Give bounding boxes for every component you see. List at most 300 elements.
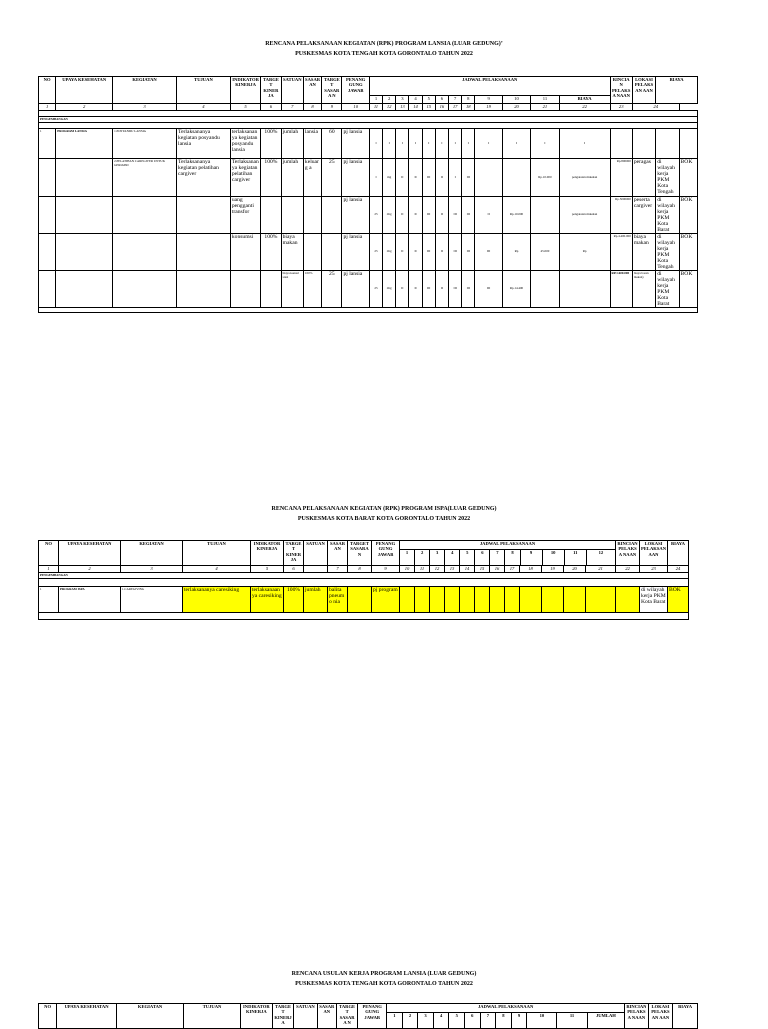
row-lokasi: di wilayah kerja PKM Kota Barat [640, 587, 668, 613]
index-cell: 11 [415, 566, 430, 573]
row-pj: pj lansia [342, 197, 369, 234]
header-no: NO [39, 77, 56, 104]
month-7: 7 [449, 96, 462, 104]
index-cell: 11 [369, 104, 382, 111]
sched-cell: I [462, 129, 475, 159]
row-upaya: PROGRAM LANSIA [56, 129, 113, 159]
row-rincian [616, 587, 640, 613]
index-cell: 8 [303, 104, 321, 111]
month-2: 2 [415, 550, 430, 565]
header-penanggung: PENANG GUNG JAWAB [372, 541, 400, 566]
sched-cell [430, 587, 445, 613]
sched-cell: I [369, 129, 382, 159]
sched-cell: I [475, 129, 502, 159]
sched-cell: III [475, 234, 502, 271]
sched-cell: I [409, 129, 422, 159]
header-penanggung: PENANG GUNG JAWAB [358, 1004, 387, 1029]
month-10: 10 [502, 96, 530, 104]
index-cell: 1 [39, 566, 59, 573]
row-target-sasaran: 60 [322, 129, 342, 159]
index-cell: 20 [502, 104, 530, 111]
index-cell: 8 [348, 566, 372, 573]
sched-cell: II [396, 159, 409, 197]
index-cell: 10 [400, 566, 415, 573]
row-sumber: BOK [679, 234, 697, 271]
sched-cell: III [422, 197, 435, 234]
row-lokasi-2: di wilayah kerja PKM Kota Tengah [656, 234, 679, 271]
row-sasaran: balita pneumo nia [328, 587, 348, 613]
rpk-table-lansia [38, 76, 698, 313]
rpk-table-usulan [38, 1003, 698, 1029]
row-rincian [610, 129, 632, 159]
index-cell: 4 [183, 566, 251, 573]
sched-cell: III [449, 271, 462, 308]
row-pj: pj lansia [342, 129, 369, 159]
sched-cell [531, 271, 559, 308]
header-indikator: INDIKATOR KINERJA [251, 541, 284, 566]
index-cell: 3 [121, 566, 183, 573]
sched-cell [460, 587, 475, 613]
row-note: biaya konsul stasi [281, 271, 303, 308]
row-indikator [230, 271, 260, 308]
row-tujuan: terlaksananya caresiking [183, 587, 251, 613]
month-8: 8 [496, 1013, 512, 1028]
header-no: NO [39, 1004, 57, 1029]
sched-cell: I [449, 129, 462, 159]
row-satuan [281, 197, 303, 234]
header-penanggung: PENANG GUNG JAWAB [342, 77, 369, 104]
month-1: 1 [369, 96, 382, 104]
section3-title: RENCANA USULAN KERJA PROGRAM LANSIA (LUAR GEDUNG) [291, 971, 477, 977]
header-indikator: INDIKATOR KINERJA [230, 77, 260, 104]
row-target-sasaran [322, 197, 342, 234]
sched-cell [564, 587, 586, 613]
sched-cell: Org [383, 197, 396, 234]
header-satuan: SATUAN [304, 541, 328, 566]
index-cell: 9 [322, 104, 342, 111]
sched-cell: II [409, 234, 422, 271]
header-target-sasaran: TARGET SASARA N [336, 1004, 357, 1029]
row-target-sasaran [322, 234, 342, 271]
month-10: 10 [543, 550, 565, 565]
sched-cell: II [409, 197, 422, 234]
sched-cell [586, 587, 616, 613]
table-row [39, 587, 689, 613]
index-cell: 19 [542, 566, 564, 573]
header-kegiatan: KEGIATAN [121, 541, 183, 566]
sched-cell: Rp [502, 234, 530, 271]
row-tujuan: Terlaksananya kegiatan posyandu lansia [177, 129, 231, 159]
sched-cell: Rp.10.000 [531, 159, 559, 197]
row-satuan: biaya makan [281, 234, 303, 271]
month-6: 6 [435, 96, 448, 104]
row-sasaran: keluarg a [303, 159, 321, 197]
sched-cell: I [435, 129, 448, 159]
index-cell: 2 [56, 104, 113, 111]
sched-cell [531, 197, 559, 234]
row-rincian: Rp.5000000 [610, 197, 632, 234]
sched-cell: III [462, 271, 475, 308]
sched-cell: 25 [369, 234, 382, 271]
row-target [261, 197, 281, 234]
table-row [39, 234, 698, 271]
index-cell: 4 [177, 104, 231, 111]
row-indikator: Terlaksanan ya kegiatan pelatihan cargiver [230, 159, 260, 197]
jadwal-label: JADWAL PELAKSANAAN [400, 541, 615, 550]
header-target: TARGET KINERJA [284, 541, 304, 566]
jumlah-label: JUMLAH [595, 1013, 616, 1018]
header-kegiatan: KEGIATAN [113, 77, 177, 104]
sched-cell [445, 587, 460, 613]
header-no: NO [39, 541, 59, 566]
row-indikator: uang pengganti transfor [230, 197, 260, 234]
row-upaya: PROGRAM ISPA [59, 587, 121, 613]
sched-cell: III [422, 159, 435, 197]
month-4: 4 [434, 1013, 450, 1028]
sched-cell: Rp.14.400 [502, 271, 530, 308]
sched-cell: II [396, 234, 409, 271]
row-lokasi-2: di wilayah kerja PKM Kota Tengah [656, 159, 679, 197]
index-cell: 15 [475, 566, 490, 573]
row-rincian: Rp.800000 [610, 159, 632, 197]
index-cell: 18 [520, 566, 542, 573]
sched-cell: I [422, 129, 435, 159]
table-row [39, 159, 698, 197]
row-rincian: RP.1.600.000 [610, 271, 632, 308]
row-no [39, 197, 56, 234]
month-1: 1 [387, 1013, 403, 1028]
row-satuan: jumlah [304, 587, 328, 613]
row-target: 100% [261, 234, 281, 271]
header-jadwal [387, 1004, 625, 1029]
index-cell: 22 [616, 566, 640, 573]
month-12: 12 [598, 550, 604, 555]
index-cell: 1 [39, 104, 56, 111]
month-11: 11 [557, 1013, 587, 1028]
row-pj: pj program [372, 587, 400, 613]
row-pj: pj lansia [342, 234, 369, 271]
row-lokasi-2 [656, 129, 679, 159]
sched-cell: I [369, 159, 382, 197]
sched-cell: I [531, 129, 559, 159]
pengembangan-label: PENGEMBANGAN [39, 573, 689, 579]
row-satuan: jumlah [281, 159, 303, 197]
row-sumber: BOK [679, 197, 697, 234]
row-kegiatan: 2.PELATIHAN CAREGIVER UNTUK GERIATRI [113, 159, 177, 197]
month-3: 3 [396, 96, 409, 104]
sched-cell: I [559, 129, 610, 159]
row-sumber: BOK [668, 587, 689, 613]
row-indikator: konsumsi [230, 234, 260, 271]
sched-cell: III [449, 234, 462, 271]
table-row [39, 197, 698, 234]
header-rincian: RINCIAN PELAKSA NAAN [610, 77, 632, 104]
month-8: 8 [505, 550, 520, 565]
month-3: 3 [418, 1013, 434, 1028]
row-lokasi: biaya makan [632, 234, 655, 271]
month-3: 3 [430, 550, 445, 565]
month-6: 6 [475, 550, 490, 565]
sched-cell [502, 159, 530, 197]
index-cell: 10 [342, 104, 369, 111]
index-cell: 7 [328, 566, 348, 573]
month-7: 7 [490, 550, 505, 565]
row-tujuan [177, 234, 231, 271]
jadwal-months [400, 550, 615, 565]
month-5: 5 [422, 96, 435, 104]
section2-title: RENCANA PELAKSANAAN KEGIATAN (RPK) PROGRAM ISPA(LUAR GEDUNG) [271, 506, 497, 512]
sched-cell [400, 587, 415, 613]
row-tujuan: Terlaksananya kegiatan pelatihan cargiver [177, 159, 231, 197]
sched-cell: III [422, 271, 435, 308]
index-cell: 12 [430, 566, 445, 573]
section2-subtitle: PUSKESMAS KOTA BARAT KOTA GORONTALO TAHUN 2022 [297, 516, 471, 522]
row-kegiatan: 1.POSYANDU LANSIA [113, 129, 177, 159]
sched-cell: pengatatan makalan [559, 159, 610, 197]
header-biaya: BIAYA [673, 1004, 698, 1029]
index-cell: 18 [462, 104, 475, 111]
index-cell: 14 [460, 566, 475, 573]
month-7: 7 [481, 1013, 497, 1028]
sched-cell: I [383, 129, 396, 159]
row-kegiatan [113, 197, 177, 234]
sched-cell: II [435, 271, 448, 308]
month-9: 9 [521, 550, 543, 565]
spacer-row [39, 308, 698, 313]
month-11: 11 [565, 550, 587, 565]
row-lokasi-2: di wilayah kerja PKM Kota Barat [656, 197, 679, 234]
month-9: 9 [475, 96, 502, 104]
row-target: 100% [261, 129, 281, 159]
sched-cell: II [396, 197, 409, 234]
sched-cell: II [396, 271, 409, 308]
row-upaya [56, 159, 113, 197]
header-tujuan: TUJUAN [177, 77, 231, 104]
index-cell: 16 [490, 566, 505, 573]
header-target: TARGET KINERJA [272, 1004, 293, 1029]
row-kegiatan [113, 234, 177, 271]
sched-cell: III [462, 197, 475, 234]
table-row [39, 129, 698, 159]
sched-cell [490, 587, 505, 613]
row-target: 100% [284, 587, 304, 613]
header-rincian: RINCIAN PELAKSA NAAN [616, 541, 640, 566]
sched-cell: III [462, 234, 475, 271]
index-cell: 5 [251, 566, 284, 573]
spacer-row [39, 613, 689, 620]
index-cell: 14 [409, 104, 422, 111]
sched-cell: Rp.10.000 [502, 197, 530, 234]
row-pj: pj lansia [342, 159, 369, 197]
sched-cell: II [475, 197, 502, 234]
sched-cell [559, 271, 610, 308]
month-5: 5 [449, 1013, 465, 1028]
header-kegiatan: KEGIATAN [116, 1004, 183, 1029]
row-target-sasaran [348, 587, 372, 613]
row-target-sasaran: 25 [322, 271, 342, 308]
row-no: 1 [39, 587, 59, 613]
row-lokasi: peragas [632, 159, 655, 197]
rpk-table-ispa [38, 540, 689, 620]
row-tujuan [177, 197, 231, 234]
index-cell: 5 [230, 104, 260, 111]
index-cell: 24 [668, 566, 689, 573]
row-indikator: terlaksanaan ya caresiking [251, 587, 284, 613]
header-sasaran: SASAR AN [303, 77, 321, 104]
sched-cell [475, 159, 502, 197]
row-satuan: jumlah [281, 129, 303, 159]
header-target: TARGET KINERJA [261, 77, 281, 104]
index-cell: 3 [113, 104, 177, 111]
index-cell: 13 [396, 104, 409, 111]
index-cell: 22 [559, 104, 610, 111]
header-tujuan: TUJUAN [183, 541, 251, 566]
month-6: 6 [465, 1013, 481, 1028]
month-8: 8 [462, 96, 475, 104]
month-2: 2 [383, 96, 396, 104]
sched-cell [520, 587, 542, 613]
index-cell: 17 [449, 104, 462, 111]
section3-subtitle: PUSKESMAS KOTA TENGAH KOTA GORONTALO TAHUN 2022 [295, 981, 473, 987]
sched-cell: III [422, 234, 435, 271]
index-cell: 24 [632, 104, 679, 111]
month-9: 9 [512, 1013, 528, 1028]
pengembangan-label: PENGEMBANGAN [39, 117, 698, 123]
row-target [261, 271, 281, 308]
sched-cell: Org [383, 234, 396, 271]
header-biaya: BIAYA [656, 77, 698, 104]
table-row [39, 271, 698, 308]
header-satuan: SATUAN [281, 77, 303, 104]
index-cell: 13 [445, 566, 460, 573]
header-target-sasaran: TARGET SASARA N [322, 77, 342, 104]
sched-cell: 25 [369, 197, 382, 234]
row-lokasi: peserta cargiver [632, 197, 655, 234]
row-no [39, 271, 56, 308]
row-upaya [56, 234, 113, 271]
header-jadwal [400, 541, 616, 566]
row-upaya [56, 271, 113, 308]
header-biaya: BIAYA [668, 541, 689, 566]
header-lokasi: LOKASI PELAKSAN AAN [648, 1004, 673, 1029]
row-kegiatan: 1.CAREGIVING [121, 587, 183, 613]
header-upaya: UPAYA KESEHATAN [59, 541, 121, 566]
index-cell: 16 [435, 104, 448, 111]
header-upaya: UPAYA KESEHATAN [57, 1004, 117, 1029]
sched-cell: II [435, 234, 448, 271]
section1-title: RENCANA PELAKSANAAN KEGIATAN (RPK) PROGRAM LANSIA (LUAR GEDUNG)’ [265, 41, 503, 47]
index-cell: 21 [531, 104, 559, 111]
jadwal-label: JADWAL PELAKSANAAN [387, 1004, 624, 1013]
month-4: 4 [409, 96, 422, 104]
sched-cell: I [502, 129, 530, 159]
header-rincian: RINCIAN PELAKSA NAAN [625, 1004, 648, 1029]
month-10: 10 [527, 1013, 557, 1028]
row-tujuan [177, 271, 231, 308]
row-indikator: terlaksanan ya kegiatan posyandu lansia [230, 129, 260, 159]
index-cell: 19 [475, 104, 502, 111]
row-no [39, 234, 56, 271]
header-satuan: SATUAN [294, 1004, 317, 1029]
index-cell: 9 [372, 566, 400, 573]
spacer-row [39, 579, 689, 587]
index-cell: 6 [284, 566, 304, 573]
row-target: 100% [261, 159, 281, 197]
row-sasaran: lansia [303, 129, 321, 159]
sched-cell: Org [383, 271, 396, 308]
sched-cell [505, 587, 520, 613]
row-sasaran [303, 197, 321, 234]
row-sasaran: 100% [303, 271, 321, 308]
index-cell: 15 [422, 104, 435, 111]
header-tujuan: TUJUAN [184, 1004, 241, 1029]
row-lokasi-2: di wilayah kerja PKM Kota Barat [656, 271, 679, 308]
month-1: 1 [400, 550, 415, 565]
header-upaya: UPAYA KESEHATAN [56, 77, 113, 104]
row-rincian: Rp.4.400.000 [610, 234, 632, 271]
sched-cell: mg [383, 159, 396, 197]
index-cell: 2 [59, 566, 121, 573]
sched-cell [475, 587, 490, 613]
header-jadwal: JADWAL PELAKSANAAN [369, 77, 610, 96]
header-indikator: INDIKATOR KINERJA [240, 1004, 272, 1029]
section1-subtitle: PUSKESMAS KOTA TENGAH KOTA GORONTALO TAHUN 2022 [295, 51, 473, 57]
row-lokasi [632, 129, 655, 159]
month-5: 5 [460, 550, 475, 565]
row-no [39, 159, 56, 197]
index-cell [304, 566, 328, 573]
row-target-sasaran: 25 [322, 159, 342, 197]
sched-cell: pengatatan makalan [559, 197, 610, 234]
row-sumber: BOK [679, 159, 697, 197]
sched-cell [415, 587, 430, 613]
sched-cell: II [409, 271, 422, 308]
sched-cell: I [396, 129, 409, 159]
sched-cell: Rp [559, 234, 610, 271]
row-kegiatan [113, 271, 177, 308]
row-pj: pj lansia [342, 271, 369, 308]
row-sumber: BOK [679, 271, 697, 308]
index-cell: 12 [383, 104, 396, 111]
index-cell: 23 [610, 104, 632, 111]
sched-cell: II [409, 159, 422, 197]
index-cell: 17 [505, 566, 520, 573]
row-sasaran [303, 234, 321, 271]
jadwal-months [387, 1013, 624, 1028]
header-sasaran: SASAR AN [328, 541, 348, 566]
sched-cell: 45.000 [531, 234, 559, 271]
row-lokasi: biaya baran makan) [632, 271, 655, 308]
row-upaya [56, 197, 113, 234]
index-cell: 20 [564, 566, 586, 573]
header-lokasi: LOKASI PELAKSAN AAN [632, 77, 655, 104]
sched-cell: II [435, 159, 448, 197]
header-lokasi: LOKASI PELAKSAN AAN [640, 541, 668, 566]
sched-cell: III [462, 159, 475, 197]
month-12-biaya: BIAYA [559, 96, 610, 104]
sched-cell: III [449, 197, 462, 234]
index-cell: 21 [586, 566, 616, 573]
index-cell: 23 [640, 566, 668, 573]
index-cell: 6 [261, 104, 281, 111]
sched-cell [542, 587, 564, 613]
index-cell: 7 [281, 104, 303, 111]
sched-cell: 25 [369, 271, 382, 308]
sched-cell: III [475, 271, 502, 308]
row-sumber [679, 129, 697, 159]
sched-cell: I [449, 159, 462, 197]
header-sasaran: SASAR AN [317, 1004, 336, 1029]
